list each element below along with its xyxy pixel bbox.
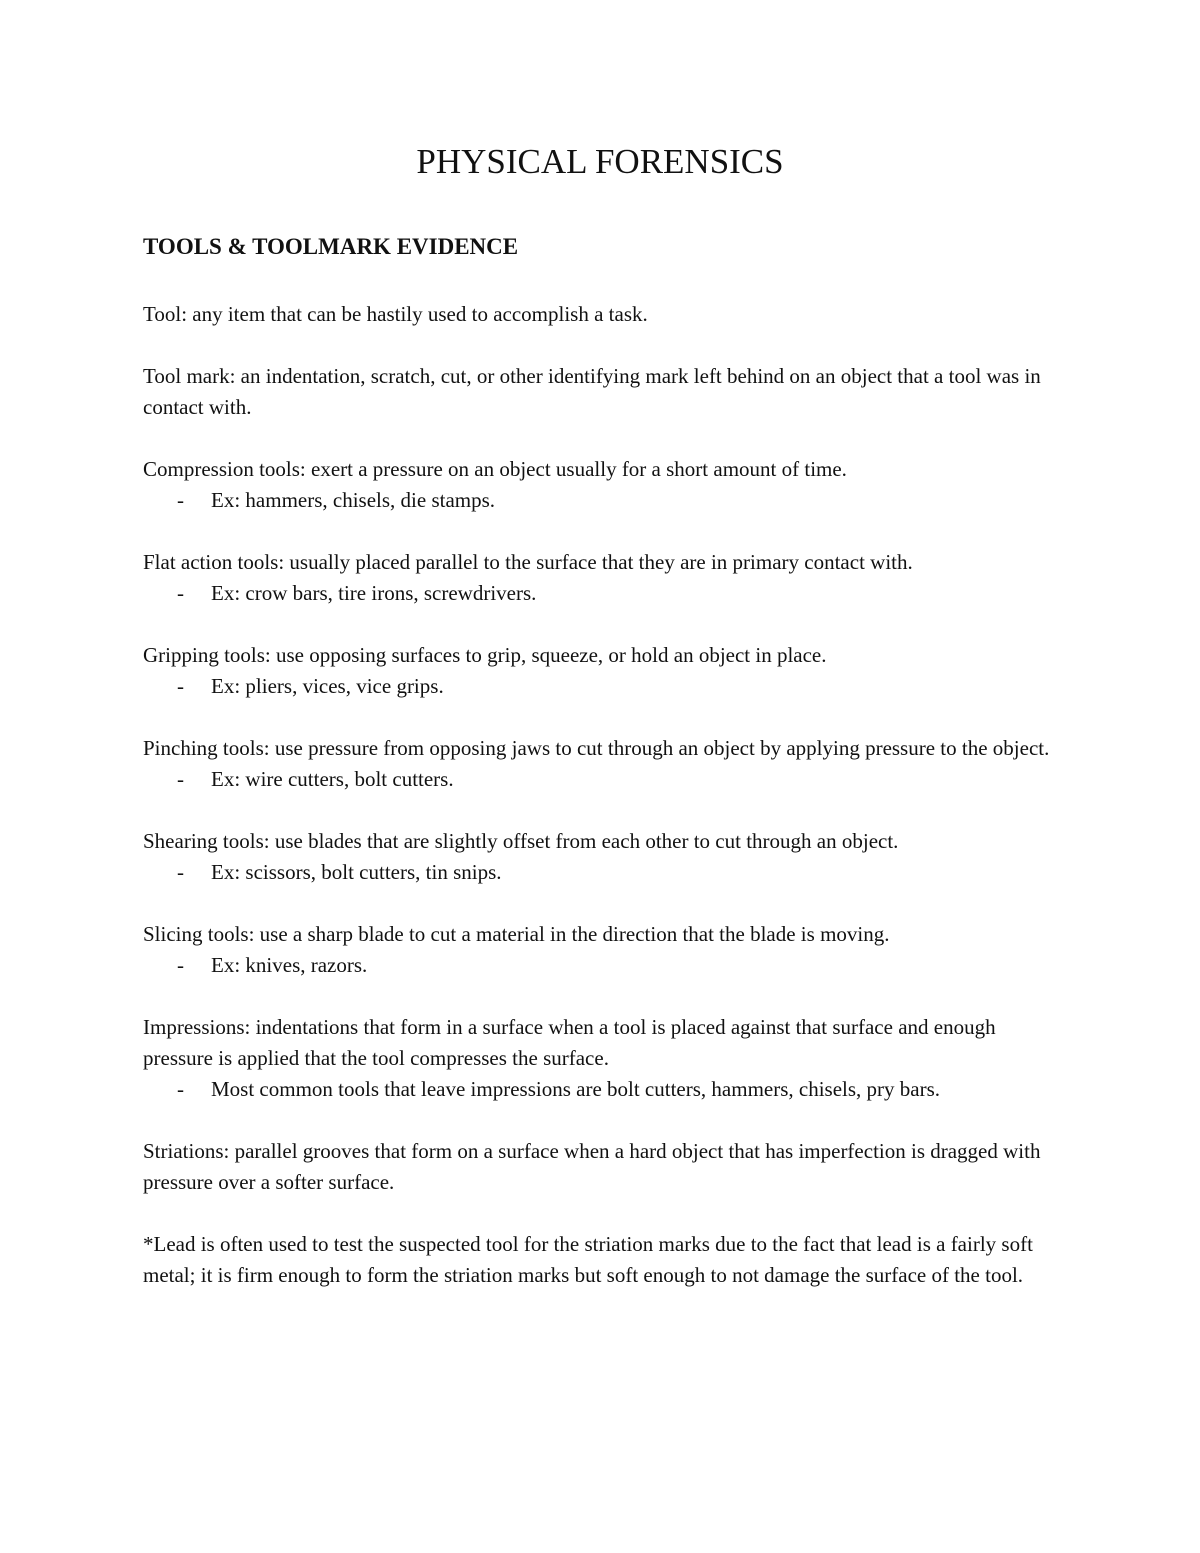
bullet-list <box>143 857 1063 888</box>
bullet-list <box>143 1074 1063 1105</box>
bullet-text: Ex: hammers, chisels, die stamps. <box>211 488 496 512</box>
paragraph-slicing-tools <box>143 919 1063 981</box>
paragraph-shearing-tools <box>143 826 1063 888</box>
paragraph-text: Slicing tools: use a sharp blade to cut a material in the direction that the blade is moving. <box>143 922 890 946</box>
paragraph-gripping-tools <box>143 640 1063 702</box>
bullet-text: Ex: knives, razors. <box>211 953 368 977</box>
paragraph-text: Impressions: indentations that form in a surface when a tool is placed against that surface and enough pressure is applied that the tool compresses the surface. <box>143 1015 996 1070</box>
dash-marker: - <box>177 488 184 512</box>
bullet-list <box>143 764 1063 795</box>
paragraph-impressions <box>143 1012 1063 1105</box>
bullet-item <box>143 578 1063 609</box>
dash-marker: - <box>177 860 184 884</box>
dash-marker: - <box>177 767 184 791</box>
dash-marker: - <box>177 1077 184 1101</box>
paragraph-text: Gripping tools: use opposing surfaces to grip, squeeze, or hold an object in place. <box>143 643 827 667</box>
document-body <box>143 299 1063 1322</box>
bullet-item <box>143 950 1063 981</box>
paragraph-compression-tools <box>143 454 1063 516</box>
bullet-text: Most common tools that leave impressions are bolt cutters, hammers, chisels, pry bars. <box>211 1077 941 1101</box>
paragraph-text: Tool: any item that can be hastily used to accomplish a task. <box>143 302 648 326</box>
bullet-text: Ex: scissors, bolt cutters, tin snips. <box>211 860 502 884</box>
bullet-list <box>143 485 1063 516</box>
dash-marker: - <box>177 953 184 977</box>
paragraph-pinching-tools <box>143 733 1063 795</box>
bullet-text: Ex: crow bars, tire irons, screwdrivers. <box>211 581 537 605</box>
paragraph-text: Shearing tools: use blades that are slightly offset from each other to cut through an object. <box>143 829 899 853</box>
bullet-item <box>143 857 1063 888</box>
paragraph-tool-mark-definition <box>143 361 1063 423</box>
bullet-list <box>143 578 1063 609</box>
paragraph-text: Pinching tools: use pressure from opposing jaws to cut through an object by applying pressure to the object. <box>143 736 1050 760</box>
bullet-text: Ex: wire cutters, bolt cutters. <box>211 767 454 791</box>
paragraph-text: Tool mark: an indentation, scratch, cut, or other identifying mark left behind on an object that a tool was in contact with. <box>143 364 1041 419</box>
section-heading: TOOLS & TOOLMARK EVIDENCE <box>143 234 519 259</box>
dash-marker: - <box>177 674 184 698</box>
bullet-item <box>143 485 1063 516</box>
paragraph-text: Flat action tools: usually placed parallel to the surface that they are in primary contact with. <box>143 550 913 574</box>
paragraph-text: *Lead is often used to test the suspected tool for the striation marks due to the fact that lead is a fairly soft metal; it is firm enough to form the striation marks but soft enough to not damage the surface of the tool. <box>143 1232 1033 1287</box>
document-title: PHYSICAL FORENSICS <box>416 142 784 181</box>
bullet-text: Ex: pliers, vices, vice grips. <box>211 674 444 698</box>
paragraph-lead-note <box>143 1229 1063 1291</box>
bullet-item <box>143 1074 1063 1105</box>
bullet-item <box>143 764 1063 795</box>
bullet-item <box>143 671 1063 702</box>
paragraph-text: Compression tools: exert a pressure on an object usually for a short amount of time. <box>143 457 847 481</box>
paragraph-striations <box>143 1136 1063 1198</box>
paragraph-tool-definition <box>143 299 1063 330</box>
bullet-list <box>143 950 1063 981</box>
paragraph-flat-action-tools <box>143 547 1063 609</box>
dash-marker: - <box>177 581 184 605</box>
bullet-list <box>143 671 1063 702</box>
paragraph-text: Striations: parallel grooves that form on a surface when a hard object that has imperfection is dragged with pressure over a softer surface. <box>143 1139 1041 1194</box>
